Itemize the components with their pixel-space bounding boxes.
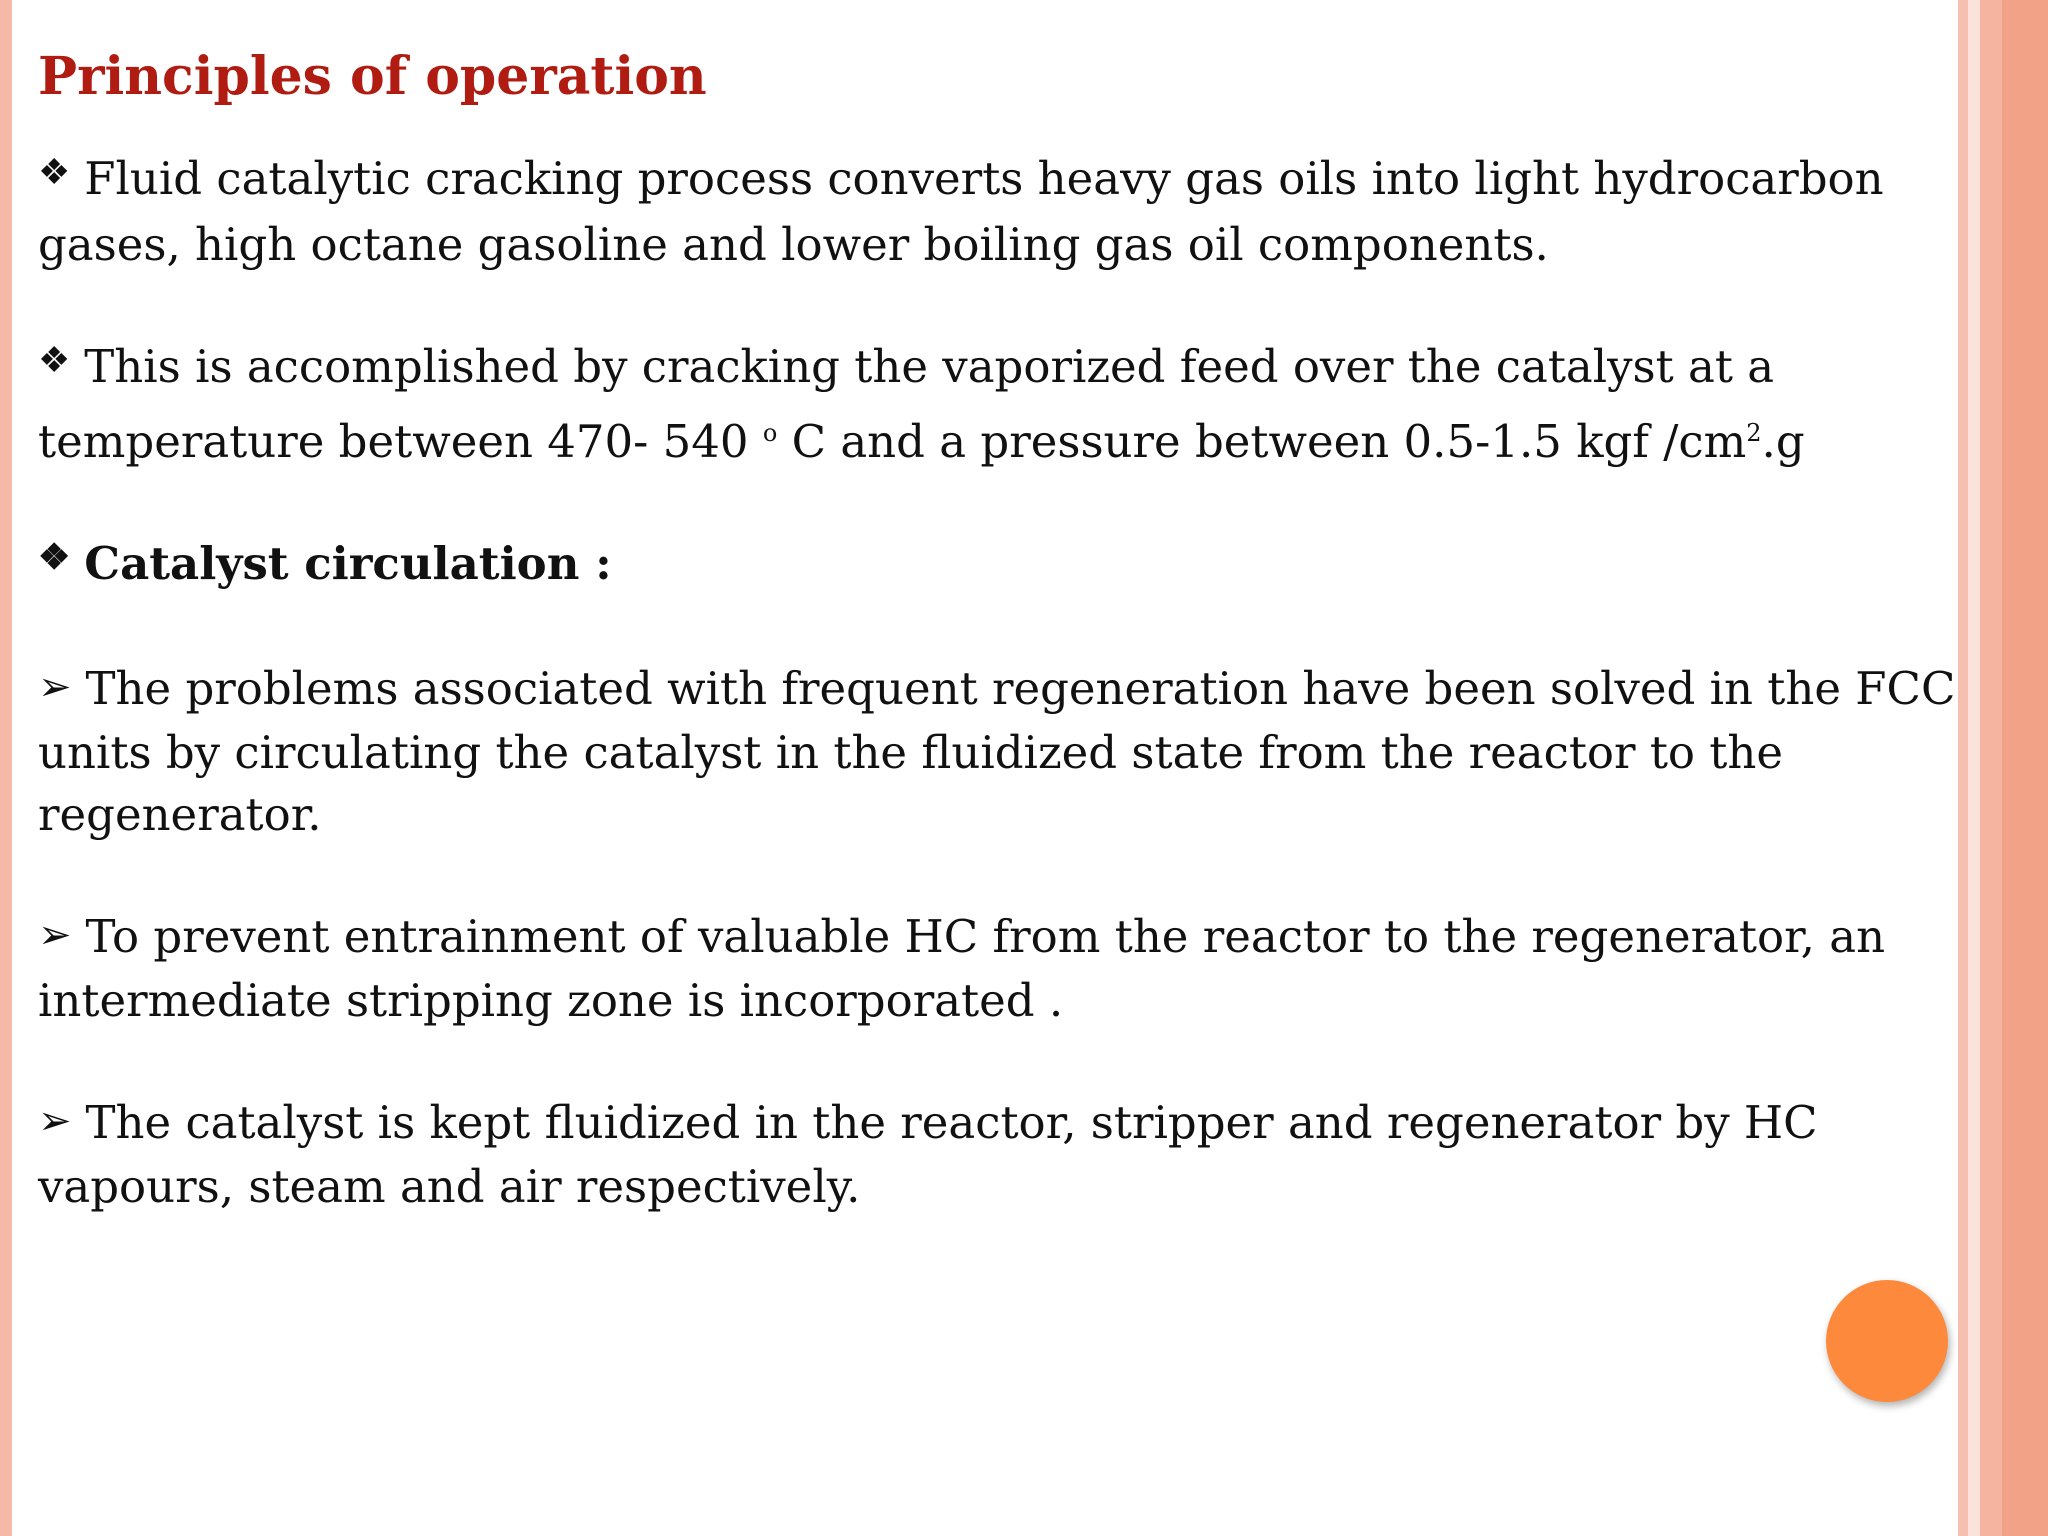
paragraph-text: .g bbox=[1761, 415, 1805, 468]
right-border-stripe bbox=[2002, 0, 2048, 1536]
paragraph-text: The catalyst is kept fluidized in the reactor, stripper and regenerator by HC vapours, steam and air respectively. bbox=[38, 1096, 1818, 1213]
paragraph-text: C and a pressure between 0.5-1.5 kgf /cm bbox=[777, 415, 1747, 468]
degree-mark: o bbox=[762, 419, 778, 447]
bullet-paragraph bbox=[38, 336, 1958, 473]
paragraph-text: The problems associated with frequent regeneration have been solved in the FCC units by circulating the catalyst in the fluidized state from the reactor to the regenerator. bbox=[38, 662, 1956, 841]
section-heading bbox=[38, 533, 1958, 598]
paragraph-text: Fluid catalytic cracking process converts heavy gas oils into light hydrocarbon gases, high octane gasoline and lower boiling gas oil components. bbox=[38, 152, 1884, 271]
diamond-bullet-icon: ❖ bbox=[38, 152, 71, 193]
arrow-bullet-icon: ➢ bbox=[38, 664, 72, 710]
slide-content bbox=[38, 148, 1958, 1278]
diamond-bullet-icon: ❖ bbox=[38, 340, 71, 381]
slide-title: Principles of operation bbox=[38, 46, 707, 107]
right-border-stripe bbox=[1968, 0, 1980, 1536]
decorative-orange-circle bbox=[1826, 1280, 1948, 1402]
arrow-paragraph bbox=[38, 1092, 1958, 1218]
paragraph-text: This is accomplished by cracking the vaporized feed over the catalyst at a temperature between 470- 540 bbox=[38, 340, 1775, 468]
right-border-stripe bbox=[1958, 0, 1968, 1536]
arrow-bullet-icon: ➢ bbox=[38, 912, 72, 958]
diamond-bullet-icon: ❖ bbox=[38, 536, 71, 578]
arrow-bullet-icon: ➢ bbox=[38, 1098, 72, 1144]
right-border-stripe bbox=[1980, 0, 2002, 1536]
heading-text: Catalyst circulation : bbox=[84, 537, 612, 590]
arrow-paragraph bbox=[38, 906, 1958, 1032]
left-border-bar bbox=[0, 0, 12, 1536]
paragraph-text: To prevent entrainment of valuable HC from the reactor to the regenerator, an intermediate stripping zone is incorporated . bbox=[38, 910, 1886, 1027]
bullet-paragraph bbox=[38, 148, 1958, 276]
arrow-paragraph bbox=[38, 658, 1958, 846]
squared-mark: 2 bbox=[1746, 419, 1762, 447]
